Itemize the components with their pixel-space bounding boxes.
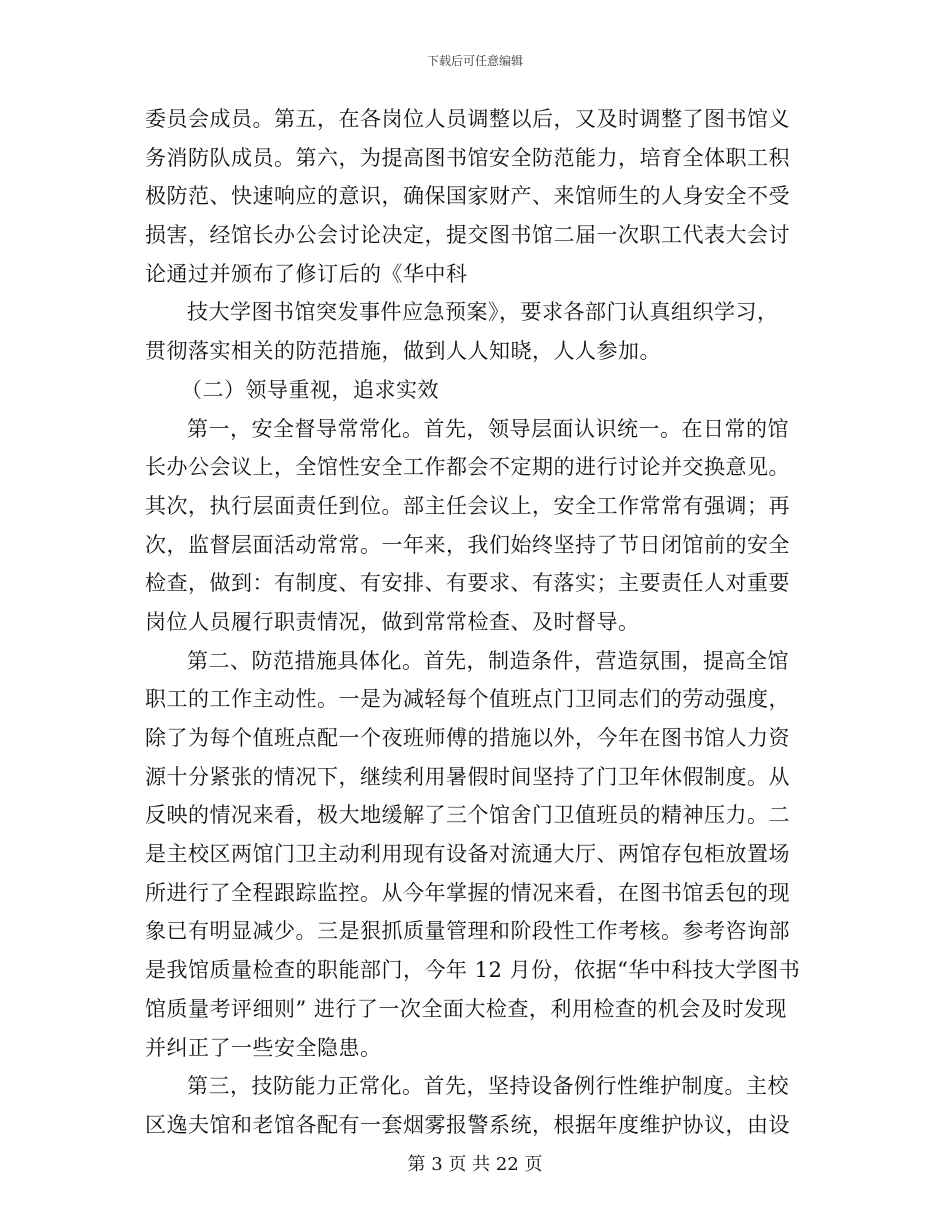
text-line: 反映的情况来看，极大地缓解了三个馆舍门卫值班员的精神压力。二 (145, 803, 790, 828)
document-body (145, 100, 805, 1145)
text-line: 技大学图书馆突发事件应急预案》，要求各部门认真组织学习， (187, 300, 779, 325)
text-line: 检查，做到：有制度、有安排、有要求、有落实；主要责任人对重要 (145, 571, 790, 596)
text-line: 长办公会议上，全馆性安全工作都会不定期的进行讨论并交换意见。 (145, 455, 790, 480)
text-line: 岗位人员履行职责情况，做到常常检查、及时督导。 (145, 609, 640, 634)
text-line: 第一，安全督导常常化。首先，领导层面认识统一。在日常的馆 (187, 416, 789, 441)
text-line: 职工的工作主动性。一是为减轻每个值班点门卫同志们的劳动强度， (145, 687, 790, 712)
text-line: 贯彻落实相关的防范措施，做到人人知晓，人人参加。 (145, 339, 661, 364)
text-line: 象已有明显减少。三是狠抓质量管理和阶段性工作考核。参考咨询部 (145, 919, 790, 944)
page-header-note: 下载后可任意编辑 (426, 54, 523, 68)
text-line: 区逸夫馆和老馆各配有一套烟雾报警系统，根据年度维护协议，由设 (145, 1112, 790, 1137)
text-line: 第二、防范措施具体化。首先，制造条件，营造氛围，提高全馆 (187, 648, 789, 673)
text-line: 第三，技防能力正常化。首先，坚持设备例行性维护制度。主校 (187, 1074, 789, 1099)
text-line: 次，监督层面活动常常。一年来，我们始终坚持了节日闭馆前的安全 (145, 532, 790, 557)
text-line: 务消防队成员。第六，为提高图书馆安全防范能力，培育全体职工积 (145, 145, 790, 170)
text-line: 极防范、快速响应的意识，确保国家财产、来馆师生的人身安全不受 (145, 184, 790, 209)
text-line: 源十分紧张的情况下，继续利用暑假时间坚持了门卫年休假制度。从 (145, 764, 790, 789)
text-line: 是主校区两馆门卫主动利用现有设备对流通大厅、两馆存包柜放置场 (145, 842, 790, 867)
section-heading: （二）领导重视，追求实效 (181, 377, 439, 402)
text-line: 是我馆质量检查的职能部门，今年 12 月份，依据“华中科技大学图书 (145, 958, 801, 983)
text-line: 其次，执行层面责任到位。部主任会议上，安全工作常常有强调；再 (145, 493, 790, 518)
text-line: 并纠正了一些安全隐患。 (145, 1035, 382, 1060)
text-line: 损害，经馆长办公会讨论决定，提交图书馆二届一次职工代表大会讨 (145, 223, 790, 248)
page-number-footer: 第 3 页 共 22 页 (407, 1154, 543, 1175)
text-line: 除了为每个值班点配一个夜班师傅的措施以外，今年在图书馆人力资 (145, 726, 790, 750)
text-line: 馆质量考评细则” 进行了一次全面大检查，利用检查的机会及时发现 (145, 996, 787, 1021)
text-line: 所进行了全程跟踪监控。从今年掌握的情况来看，在图书馆丢包的现 (145, 880, 790, 905)
text-line: 论通过并颁布了修订后的《华中科 (145, 261, 468, 286)
text-line: 委员会成员。第五，在各岗位人员调整以后，又及时调整了图书馆义 (145, 107, 790, 131)
